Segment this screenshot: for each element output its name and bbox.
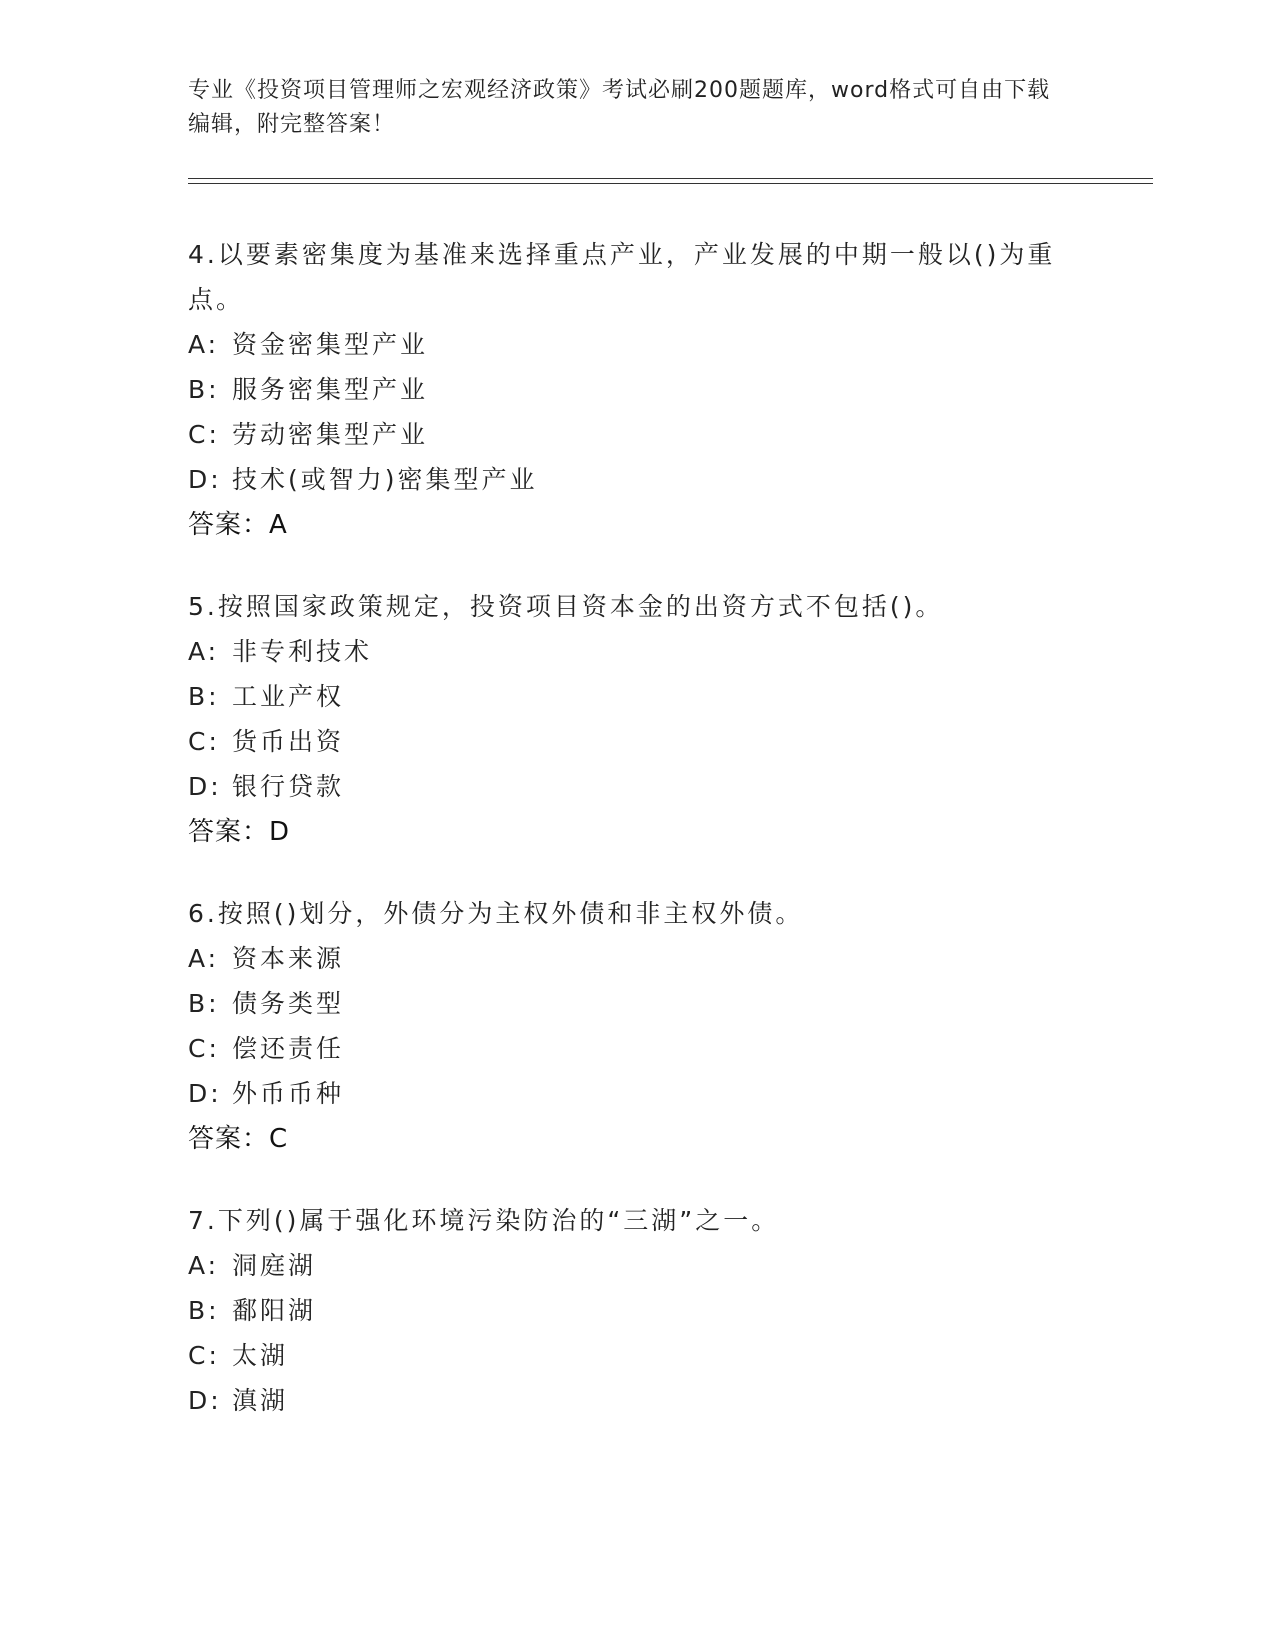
- option-b: [188, 1288, 1088, 1333]
- option-letter: C:: [188, 420, 220, 449]
- option-text: 服务密集型产业: [232, 375, 429, 404]
- question-4: [188, 232, 1088, 548]
- option-text: 资金密集型产业: [232, 330, 429, 359]
- option-letter: C:: [188, 1341, 220, 1370]
- option-text: 洞庭湖: [232, 1251, 317, 1280]
- option-b: [188, 674, 1088, 719]
- option-letter: D:: [188, 465, 222, 494]
- option-c: [188, 1333, 1088, 1378]
- option-letter: A:: [188, 637, 220, 666]
- option-c: [188, 719, 1088, 764]
- option-text: 技术(或智力)密集型产业: [232, 465, 538, 494]
- question-stem: 5.按照国家政策规定，投资项目资本金的出资方式不包括()。: [188, 592, 944, 621]
- question-list: [188, 232, 1088, 1459]
- header-divider-bottom: [188, 183, 1153, 184]
- answer-line: 答案：D: [188, 817, 291, 847]
- option-letter: A:: [188, 944, 220, 973]
- option-letter: D:: [188, 772, 222, 801]
- option-letter: A:: [188, 330, 220, 359]
- option-text: 银行贷款: [232, 772, 345, 801]
- option-c: [188, 1026, 1088, 1071]
- header-divider-top: [188, 178, 1153, 179]
- option-text: 债务类型: [232, 989, 345, 1018]
- option-text: 非专利技术: [232, 637, 373, 666]
- option-letter: B:: [188, 989, 220, 1018]
- option-letter: B:: [188, 375, 220, 404]
- question-6: [188, 891, 1088, 1162]
- option-letter: C:: [188, 727, 220, 756]
- option-a: [188, 629, 1088, 674]
- option-b: [188, 367, 1088, 412]
- question-7: [188, 1198, 1088, 1423]
- question-stem: 4.以要素密集度为基准来选择重点产业，产业发展的中期一般以()为重点。: [188, 240, 1056, 314]
- answer-line: 答案：C: [188, 1124, 289, 1154]
- question-stem: 6.按照()划分，外债分为主权外债和非主权外债。: [188, 899, 804, 928]
- question-5: [188, 584, 1088, 855]
- option-text: 劳动密集型产业: [232, 420, 429, 449]
- option-text: 滇湖: [232, 1386, 289, 1415]
- option-text: 外币币种: [232, 1079, 345, 1108]
- option-a: [188, 322, 1088, 367]
- option-text: 工业产权: [232, 682, 345, 711]
- option-letter: D:: [188, 1079, 222, 1108]
- option-text: 鄱阳湖: [232, 1296, 317, 1325]
- option-letter: C:: [188, 1034, 220, 1063]
- option-letter: A:: [188, 1251, 220, 1280]
- option-text: 太湖: [232, 1341, 289, 1370]
- option-d: [188, 764, 1088, 809]
- option-letter: B:: [188, 1296, 220, 1325]
- document-intro: 专业《投资项目管理师之宏观经济政策》考试必刷200题题库，word格式可自由下载编辑，附完整答案！: [188, 78, 1051, 137]
- option-text: 货币出资: [232, 727, 345, 756]
- option-d: [188, 457, 1088, 502]
- answer-line: 答案：A: [188, 510, 288, 540]
- option-text: 资本来源: [232, 944, 345, 973]
- option-letter: B:: [188, 682, 220, 711]
- option-d: [188, 1378, 1088, 1423]
- option-text: 偿还责任: [232, 1034, 345, 1063]
- question-stem: 7.下列()属于强化环境污染防治的“三湖”之一。: [188, 1206, 780, 1235]
- option-c: [188, 412, 1088, 457]
- option-letter: D:: [188, 1386, 222, 1415]
- option-a: [188, 1243, 1088, 1288]
- option-d: [188, 1071, 1088, 1116]
- option-a: [188, 936, 1088, 981]
- option-b: [188, 981, 1088, 1026]
